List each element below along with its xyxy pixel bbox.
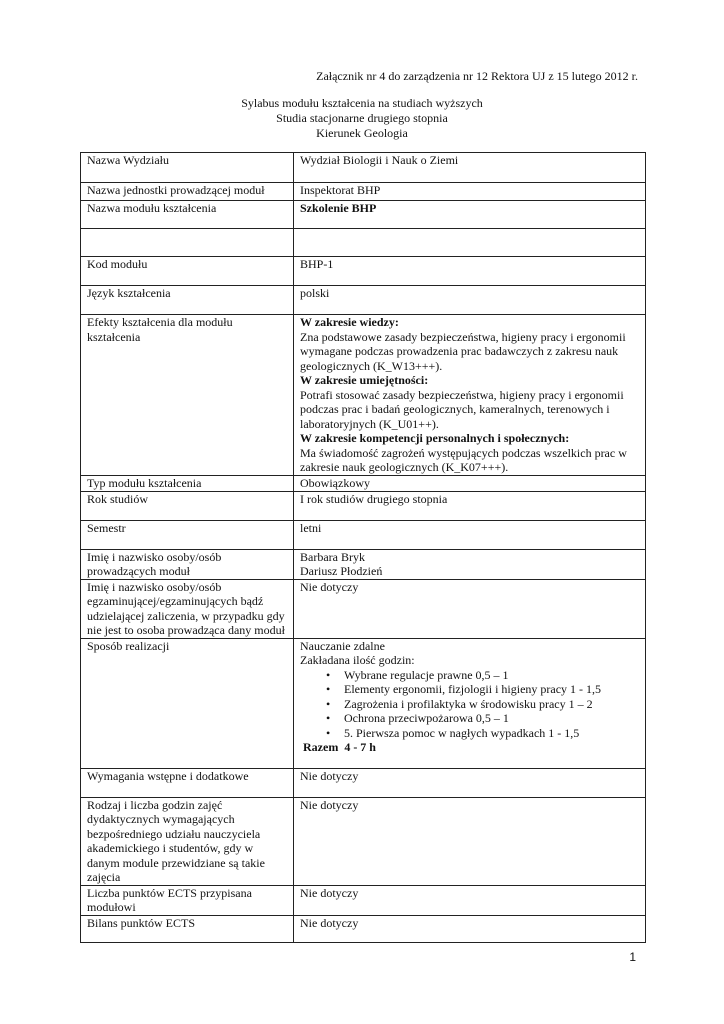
method-label: Sposób realizacji [81, 638, 294, 768]
table-row [81, 549, 646, 579]
examiner-value: Nie dotyczy [294, 579, 646, 638]
skills-heading: W zakresie umiejętności: [300, 373, 429, 387]
table-row [81, 201, 646, 229]
classes-label: Rodzaj i liczba godzin zajęć dydaktycznych wymagających bezpośredniego udziału nauczyciela akademickiego i studentów, gdy w danym module przewidziane są takie zajęcia [81, 797, 294, 885]
semester-label: Semestr [81, 520, 294, 549]
table-row [81, 183, 646, 201]
table-row [81, 520, 646, 549]
table-row [81, 229, 646, 257]
list-item: • Ochrona przeciwpożarowa 0,5 – 1 [344, 711, 639, 726]
document-heading [0, 96, 724, 141]
table-row [81, 491, 646, 520]
year-value: I rok studiów drugiego stopnia [294, 491, 646, 520]
page-number: 1 [629, 950, 636, 964]
table-row [81, 638, 646, 768]
outcomes-value [294, 315, 646, 476]
type-label: Typ modułu kształcenia [81, 475, 294, 491]
teachers-label: Imię i nazwisko osoby/osób prowadzących moduł [81, 549, 294, 579]
language-label: Język kształcenia [81, 286, 294, 315]
table-row [81, 315, 646, 476]
table-row [81, 153, 646, 183]
skills-text: Potrafi stosować zasady bezpieczeństwa, higieny pracy i ergonomii podczas prac i badań geologicznych, kameralnych, terenowych i laboratoryjnych (K_U01++). [300, 387, 624, 431]
table-row [81, 885, 646, 915]
heading-study-mode: Studia stacjonarne drugiego stopnia [276, 111, 448, 125]
empty-cell [81, 229, 294, 257]
syllabus-table [80, 152, 646, 943]
list-item: • Elementy ergonomii, fizjologii i higieny pracy 1 - 1,5 [344, 682, 639, 697]
module-name-label: Nazwa modułu kształcenia [81, 201, 294, 229]
teachers-value [294, 549, 646, 579]
competence-heading: W zakresie kompetencji personalnych i społecznych: [300, 431, 570, 445]
heading-title: Sylabus modułu kształcenia na studiach wyższych [241, 96, 483, 110]
ects-balance-label: Bilans punktów ECTS [81, 915, 294, 942]
code-label: Kod modułu [81, 257, 294, 286]
method-mode: Nauczanie zdalne [300, 638, 385, 653]
table-row [81, 286, 646, 315]
faculty-label: Nazwa Wydziału [81, 153, 294, 183]
table-row [81, 915, 646, 942]
table-row [81, 257, 646, 286]
code-value: BHP-1 [294, 257, 646, 286]
outcomes-label: Efekty kształcenia dla modułu kształcenia [81, 315, 294, 476]
ects-value: Nie dotyczy [294, 885, 646, 915]
semester-value: letni [294, 520, 646, 549]
ects-label: Liczba punktów ECTS przypisana modułowi [81, 885, 294, 915]
list-item: • 5. Pierwsza pomoc w nagłych wypadkach 1 - 1,5 [344, 726, 639, 741]
empty-cell [294, 229, 646, 257]
knowledge-text: Zna podstawowe zasady bezpieczeństwa, higieny pracy i ergonomii wymagane podczas prowadzenia prac badawczych z zakresu nauk geologicznych (K_W13+++). [300, 329, 626, 373]
table-row [81, 797, 646, 885]
year-label: Rok studiów [81, 491, 294, 520]
table-row [81, 579, 646, 638]
type-value: Obowiązkowy [294, 475, 646, 491]
requirements-value: Nie dotyczy [294, 768, 646, 797]
unit-label: Nazwa jednostki prowadzącej moduł [81, 183, 294, 201]
faculty-value: Wydział Biologii i Nauk o Ziemi [294, 153, 646, 183]
module-name-value: Szkolenie BHP [294, 201, 646, 229]
teacher-name: Barbara Bryk [300, 549, 365, 564]
requirements-label: Wymagania wstępne i dodatkowe [81, 768, 294, 797]
language-value: polski [294, 286, 646, 315]
method-value [294, 638, 646, 768]
unit-value: Inspektorat BHP [294, 183, 646, 201]
method-hours-list [300, 668, 639, 741]
examiner-label: Imię i nazwisko osoby/osób egzaminującej/egzaminujących bądź udzielającej zaliczenia, w przypadku gdy nie jest to osoba prowadząca dany moduł [81, 579, 294, 638]
competence-text: Ma świadomość zagrożeń występujących podczas wszelkich prac w zakresie nauk geologicznych (K_K07+++). [300, 445, 627, 474]
heading-field: Kierunek Geologia [316, 126, 408, 140]
method-total: Razem 4 - 7 h [303, 740, 376, 754]
knowledge-heading: W zakresie wiedzy: [300, 315, 399, 329]
table-row [81, 768, 646, 797]
classes-value: Nie dotyczy [294, 797, 646, 885]
method-hours-heading: Zakładana ilość godzin: [300, 653, 415, 667]
annex-note: Załącznik nr 4 do zarządzenia nr 12 Rektora UJ z 15 lutego 2012 r. [316, 69, 638, 83]
ects-balance-value: Nie dotyczy [294, 915, 646, 942]
table-row [81, 475, 646, 491]
teacher-name: Dariusz Płodzień [300, 564, 383, 578]
list-item: • Wybrane regulacje prawne 0,5 – 1 [344, 668, 639, 683]
list-item: • Zagrożenia i profilaktyka w środowisku pracy 1 – 2 [344, 697, 639, 712]
